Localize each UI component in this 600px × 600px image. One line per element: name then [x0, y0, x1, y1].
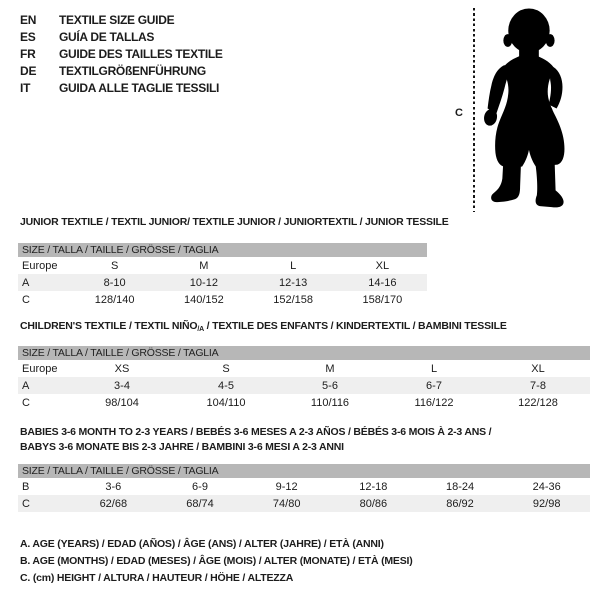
- babies-size-table: [18, 464, 590, 512]
- size-cell: 104/110: [206, 396, 246, 409]
- size-cell: L: [430, 362, 438, 375]
- table-rows: [18, 360, 590, 411]
- size-cell: 86/92: [446, 497, 474, 510]
- language-row-en: [20, 11, 223, 28]
- language-title: TEXTILGRÖßENFÜHRUNG: [59, 63, 206, 78]
- size-cell: 3-4: [114, 379, 130, 392]
- legend-line-a: A. AGE (YEARS) / EDAD (AÑOS) / ÂGE (ANS) / ALTER (JAHRE) / ETÀ (ANNI): [20, 538, 384, 550]
- size-header-bar: SIZE / TALLA / TAILLE / GRÖSSE / TAGLIA: [18, 464, 590, 478]
- size-cell: 68/74: [186, 497, 214, 510]
- size-cell: 5-6: [322, 379, 338, 392]
- size-cell: 9-12: [275, 480, 298, 493]
- row-label: B: [22, 480, 30, 493]
- language-title: TEXTILE SIZE GUIDE: [59, 12, 175, 27]
- size-cell: M: [325, 362, 335, 375]
- size-cell: XL: [531, 362, 545, 375]
- size-cell: 7-8: [530, 379, 546, 392]
- language-title: GUÍA DE TALLAS: [59, 29, 155, 44]
- table-row: [18, 291, 427, 308]
- row-label: Europe: [22, 362, 58, 375]
- size-cell: 3-6: [105, 480, 122, 493]
- row-label: C: [22, 293, 30, 306]
- junior-table-title: JUNIOR TEXTILE / TEXTIL JUNIOR/ TEXTILE JUNIOR / JUNIORTEXTIL / JUNIOR TESSILE: [20, 216, 449, 228]
- language-title: GUIDA ALLE TAGLIE TESSILI: [59, 80, 220, 95]
- size-cell: 140/152: [183, 293, 224, 306]
- table-row: [18, 394, 590, 411]
- language-title: GUIDE DES TAILLES TEXTILE: [59, 46, 223, 61]
- size-cell: 6-7: [426, 379, 442, 392]
- childrens-table-title: [20, 319, 507, 337]
- baby-silhouette-icon: [475, 5, 579, 212]
- junior-size-table: [18, 243, 427, 308]
- language-code: EN: [20, 12, 37, 27]
- table-row: [18, 495, 590, 512]
- language-row-de: [20, 62, 223, 79]
- language-code: ES: [20, 29, 36, 44]
- table-rows: [18, 478, 590, 512]
- language-title-list: [20, 11, 223, 96]
- size-cell: M: [199, 259, 209, 272]
- language-row-es: [20, 28, 223, 45]
- legend-line-c: C. (cm) HEIGHT / ALTURA / HAUTEUR / HÖHE / ALTEZZA: [20, 572, 294, 584]
- table-row: [18, 257, 427, 274]
- size-header-bar: SIZE / TALLA / TAILLE / GRÖSSE / TAGLIA: [18, 243, 427, 257]
- babies-table-title: [20, 425, 491, 455]
- table-row: [18, 478, 590, 495]
- size-cell: S: [110, 259, 119, 272]
- title-text: / TEXTILE DES ENFANTS / KINDERTEXTIL / BAMBINI TESSILE: [203, 320, 507, 332]
- size-cell: 6-9: [192, 480, 208, 493]
- row-label: A: [22, 379, 30, 392]
- size-cell: 128/140: [94, 293, 135, 306]
- size-cell: 92/98: [532, 497, 561, 510]
- height-measure-label: C: [455, 107, 463, 119]
- size-cell: 116/122: [414, 396, 454, 409]
- title-subscript: /A: [197, 326, 204, 333]
- legend-line-b: B. AGE (MONTHS) / EDAD (MESES) / ÂGE (MOIS) / ALTER (MONATE) / ETÀ (MESI): [20, 555, 413, 567]
- table-rows: [18, 257, 427, 308]
- row-label: C: [22, 497, 30, 510]
- table-row: [18, 274, 427, 291]
- size-cell: 10-12: [189, 276, 218, 289]
- size-cell: 14-16: [368, 276, 397, 289]
- language-row-fr: [20, 45, 223, 62]
- size-cell: XL: [375, 259, 390, 272]
- size-cell: 8-10: [103, 276, 126, 289]
- size-cell: 12-18: [359, 480, 388, 493]
- size-cell: XS: [114, 362, 130, 375]
- language-code: FR: [20, 46, 36, 61]
- size-cell: 110/116: [310, 396, 350, 409]
- table-row: [18, 360, 590, 377]
- title-line-1: BABIES 3-6 MONTH TO 2-3 YEARS / BEBÉS 3-6 MESES A 2-3 AÑOS / BÉBÉS 3-6 MOIS À 2-3 ANS /: [20, 426, 492, 438]
- size-cell: 158/170: [362, 293, 403, 306]
- size-cell: L: [290, 259, 297, 272]
- size-cell: 122/128: [518, 396, 558, 409]
- size-cell: 12-13: [279, 276, 308, 289]
- row-label: Europe: [22, 259, 58, 272]
- size-cell: 18-24: [445, 480, 475, 493]
- row-label: A: [22, 276, 30, 289]
- row-label: C: [22, 396, 30, 409]
- size-cell: 62/68: [99, 497, 128, 510]
- size-cell: 98/104: [105, 396, 139, 409]
- size-cell: 152/158: [273, 293, 313, 306]
- size-header-bar: SIZE / TALLA / TAILLE / GRÖSSE / TAGLIA: [18, 346, 590, 360]
- title-line-2: BABYS 3-6 MONATE BIS 2-3 JAHRE / BAMBINI 3-6 MESI A 2-3 ANNI: [20, 441, 344, 453]
- table-row: [18, 377, 590, 394]
- size-cell: 4-5: [218, 379, 234, 392]
- language-code: DE: [20, 63, 37, 78]
- language-row-it: [20, 79, 223, 96]
- size-cell: 24-36: [532, 480, 561, 493]
- size-cell: 74/80: [272, 497, 301, 510]
- childrens-size-table: [18, 346, 590, 411]
- size-cell: S: [222, 362, 230, 375]
- title-text: CHILDREN'S TEXTILE / TEXTIL NIÑO: [20, 320, 198, 332]
- language-code: IT: [20, 80, 31, 95]
- size-cell: 80/86: [359, 497, 388, 510]
- measurement-legend: [20, 536, 413, 587]
